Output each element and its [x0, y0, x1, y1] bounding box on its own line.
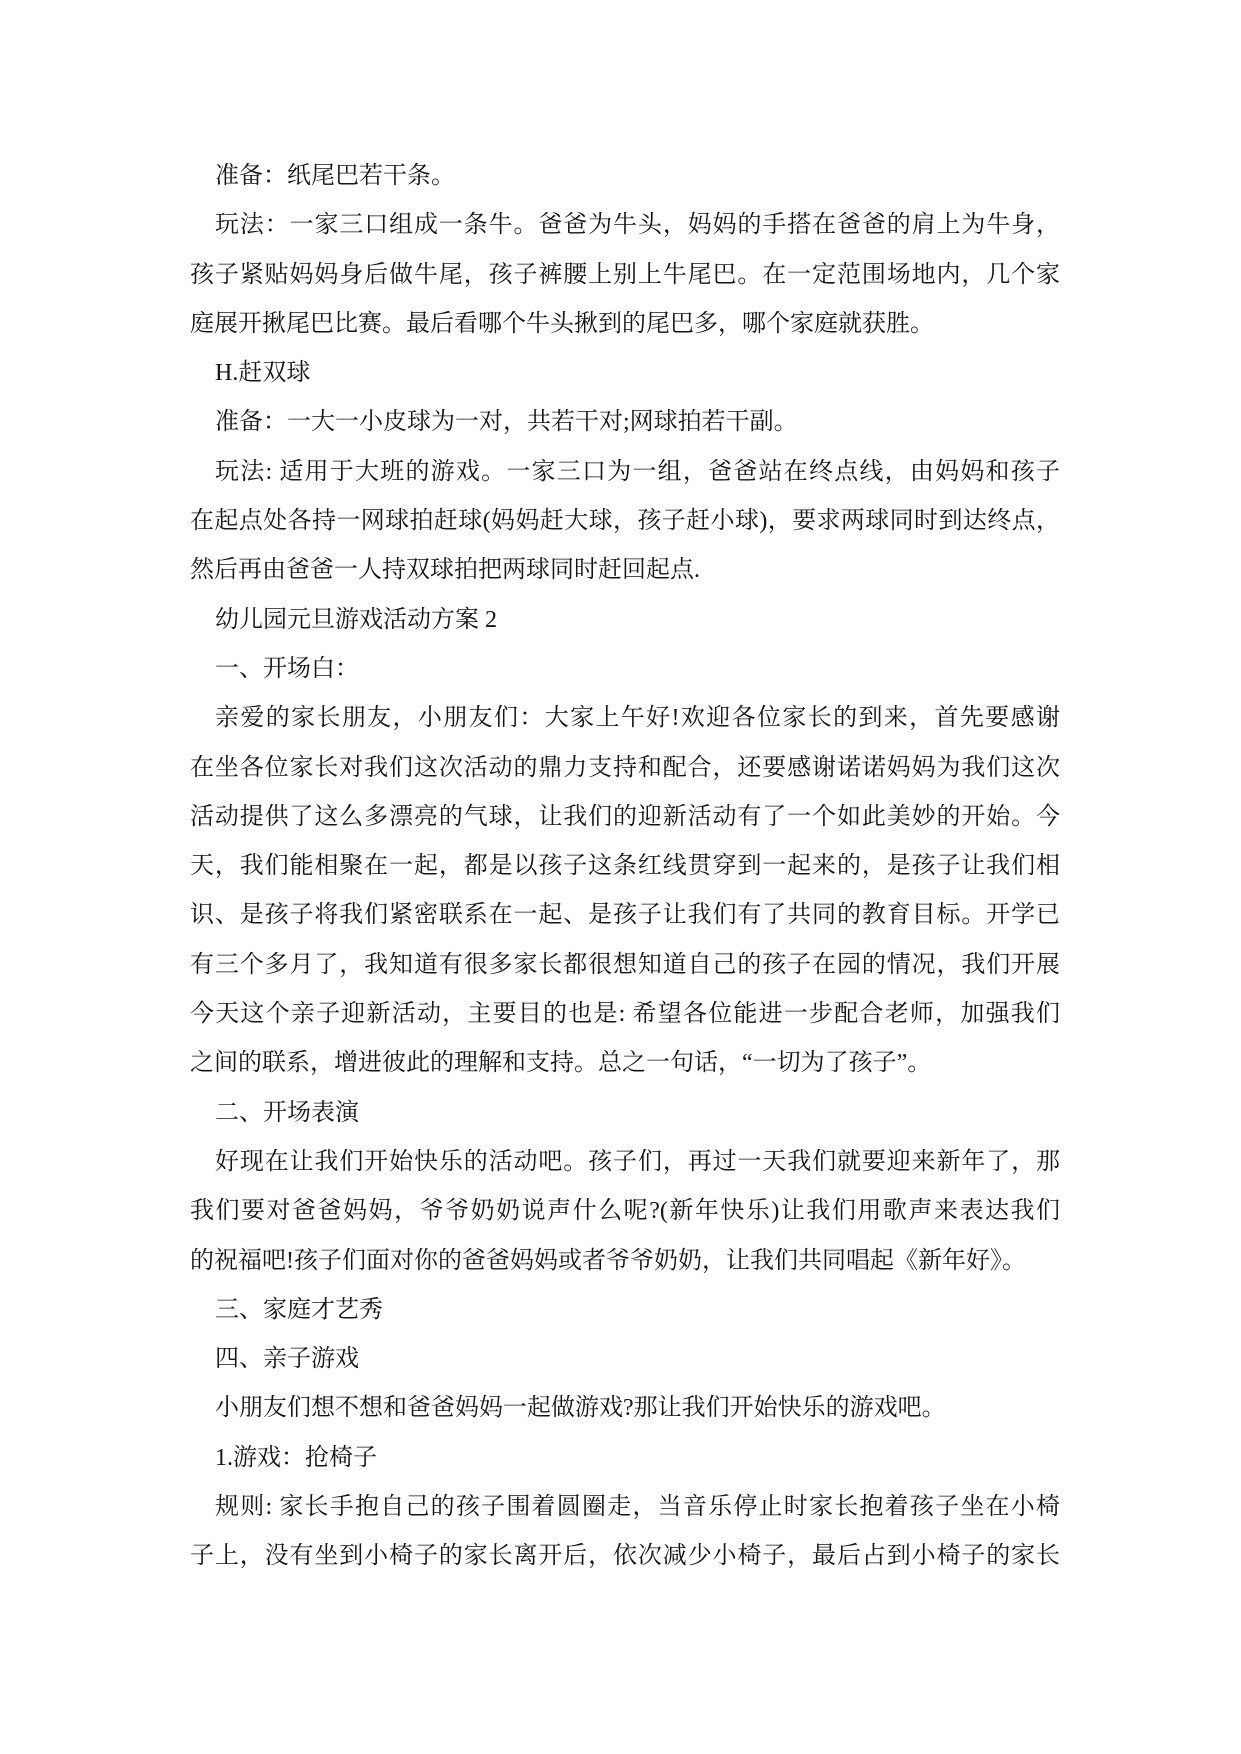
section-heading: 二、开场表演: [215, 1099, 359, 1126]
paragraph-line: 小朋友们想不想和爸爸妈妈一起做游戏?那让我们开始快乐的游戏吧。: [215, 1395, 946, 1422]
paragraph-line: 的祝福吧!孩子们面对你的爸爸妈妈或者爷爷奶奶，让我们共同唱起《新年好》。: [190, 1247, 1026, 1274]
paragraph-line: 准备：纸尾巴若干条。: [215, 163, 455, 189]
paragraph-line: 识、是孩子将我们紧密联系在一起、是孩子让我们有了共同的教育目标。开学已: [190, 902, 1060, 929]
paragraph-line: 玩法：一家三口组成一条牛。爸爸为牛头，妈妈的手搭在爸爸的肩上为牛身，: [215, 212, 1060, 239]
paragraph-line: 亲爱的家长朋友，小朋友们：大家上午好!欢迎各位家长的到来，首先要感谢: [215, 705, 1060, 732]
paragraph-line: 有三个多月了，我知道有很多家长都很想知道自己的孩子在园的情况，我们开展: [190, 951, 1060, 978]
paragraph-line: 活动提供了这么多漂亮的气球，让我们的迎新活动有了一个如此美妙的开始。今: [190, 803, 1060, 830]
paragraph-line: 之间的联系，增进彼此的理解和支持。总之一句话，“一切为了孩子”。: [190, 1050, 932, 1077]
paragraph-line: 然后再由爸爸一人持双球拍把两球同时赶回起点.: [190, 557, 700, 584]
paragraph-line: 今天这个亲子迎新活动，主要目的也是: 希望各位能进一步配合老师，加强我们: [190, 1001, 1060, 1028]
section-heading: 四、亲子游戏: [215, 1346, 359, 1373]
section-heading: H.赶双球: [215, 360, 311, 387]
section-heading: 三、家庭才艺秀: [215, 1296, 383, 1323]
paragraph-line: 玩法: 适用于大班的游戏。一家三口为一组，爸爸站在终点线，由妈妈和孩子: [215, 458, 1060, 485]
paragraph-line: 在坐各位家长对我们这次活动的鼎力支持和配合，还要感谢诺诺妈妈为我们这次: [190, 754, 1060, 781]
paragraph-line: 规则: 家长手抱自己的孩子围着圆圈走，当音乐停止时家长抱着孩子坐在小椅: [215, 1494, 1060, 1521]
paragraph-line: 孩子紧贴妈妈身后做牛尾，孩子裤腰上别上牛尾巴。在一定范围场地内，几个家: [190, 261, 1060, 288]
document-body: [190, 152, 1060, 1582]
paragraph-line: 在起点处各持一网球拍赶球(妈妈赶大球，孩子赶小球)，要求两球同时到达终点，: [190, 508, 1060, 535]
paragraph-line: 天，我们能相聚在一起，都是以孩子这条红线贯穿到一起来的，是孩子让我们相: [190, 853, 1060, 880]
paragraph-line: 好现在让我们开始快乐的活动吧。孩子们，再过一天我们就要迎来新年了，那: [215, 1148, 1060, 1175]
paragraph-line: 庭展开揪尾巴比赛。最后看哪个牛头揪到的尾巴多，哪个家庭就获胜。: [190, 310, 934, 337]
section-heading: 1.游戏：抢椅子: [215, 1444, 377, 1471]
paragraph-line: 准备：一大一小皮球为一对，共若干对;网球拍若干副。: [215, 409, 798, 436]
paragraph-line: 我们要对爸爸妈妈，爷爷奶奶说声什么呢?(新年快乐)让我们用歌声来表达我们: [190, 1198, 1060, 1225]
section-heading: 幼儿园元旦游戏活动方案 2: [215, 606, 497, 633]
paragraph-line: 子上，没有坐到小椅子的家长离开后，依次减少小椅子，最后占到小椅子的家长: [190, 1543, 1060, 1570]
section-heading: 一、开场白：: [215, 655, 359, 682]
